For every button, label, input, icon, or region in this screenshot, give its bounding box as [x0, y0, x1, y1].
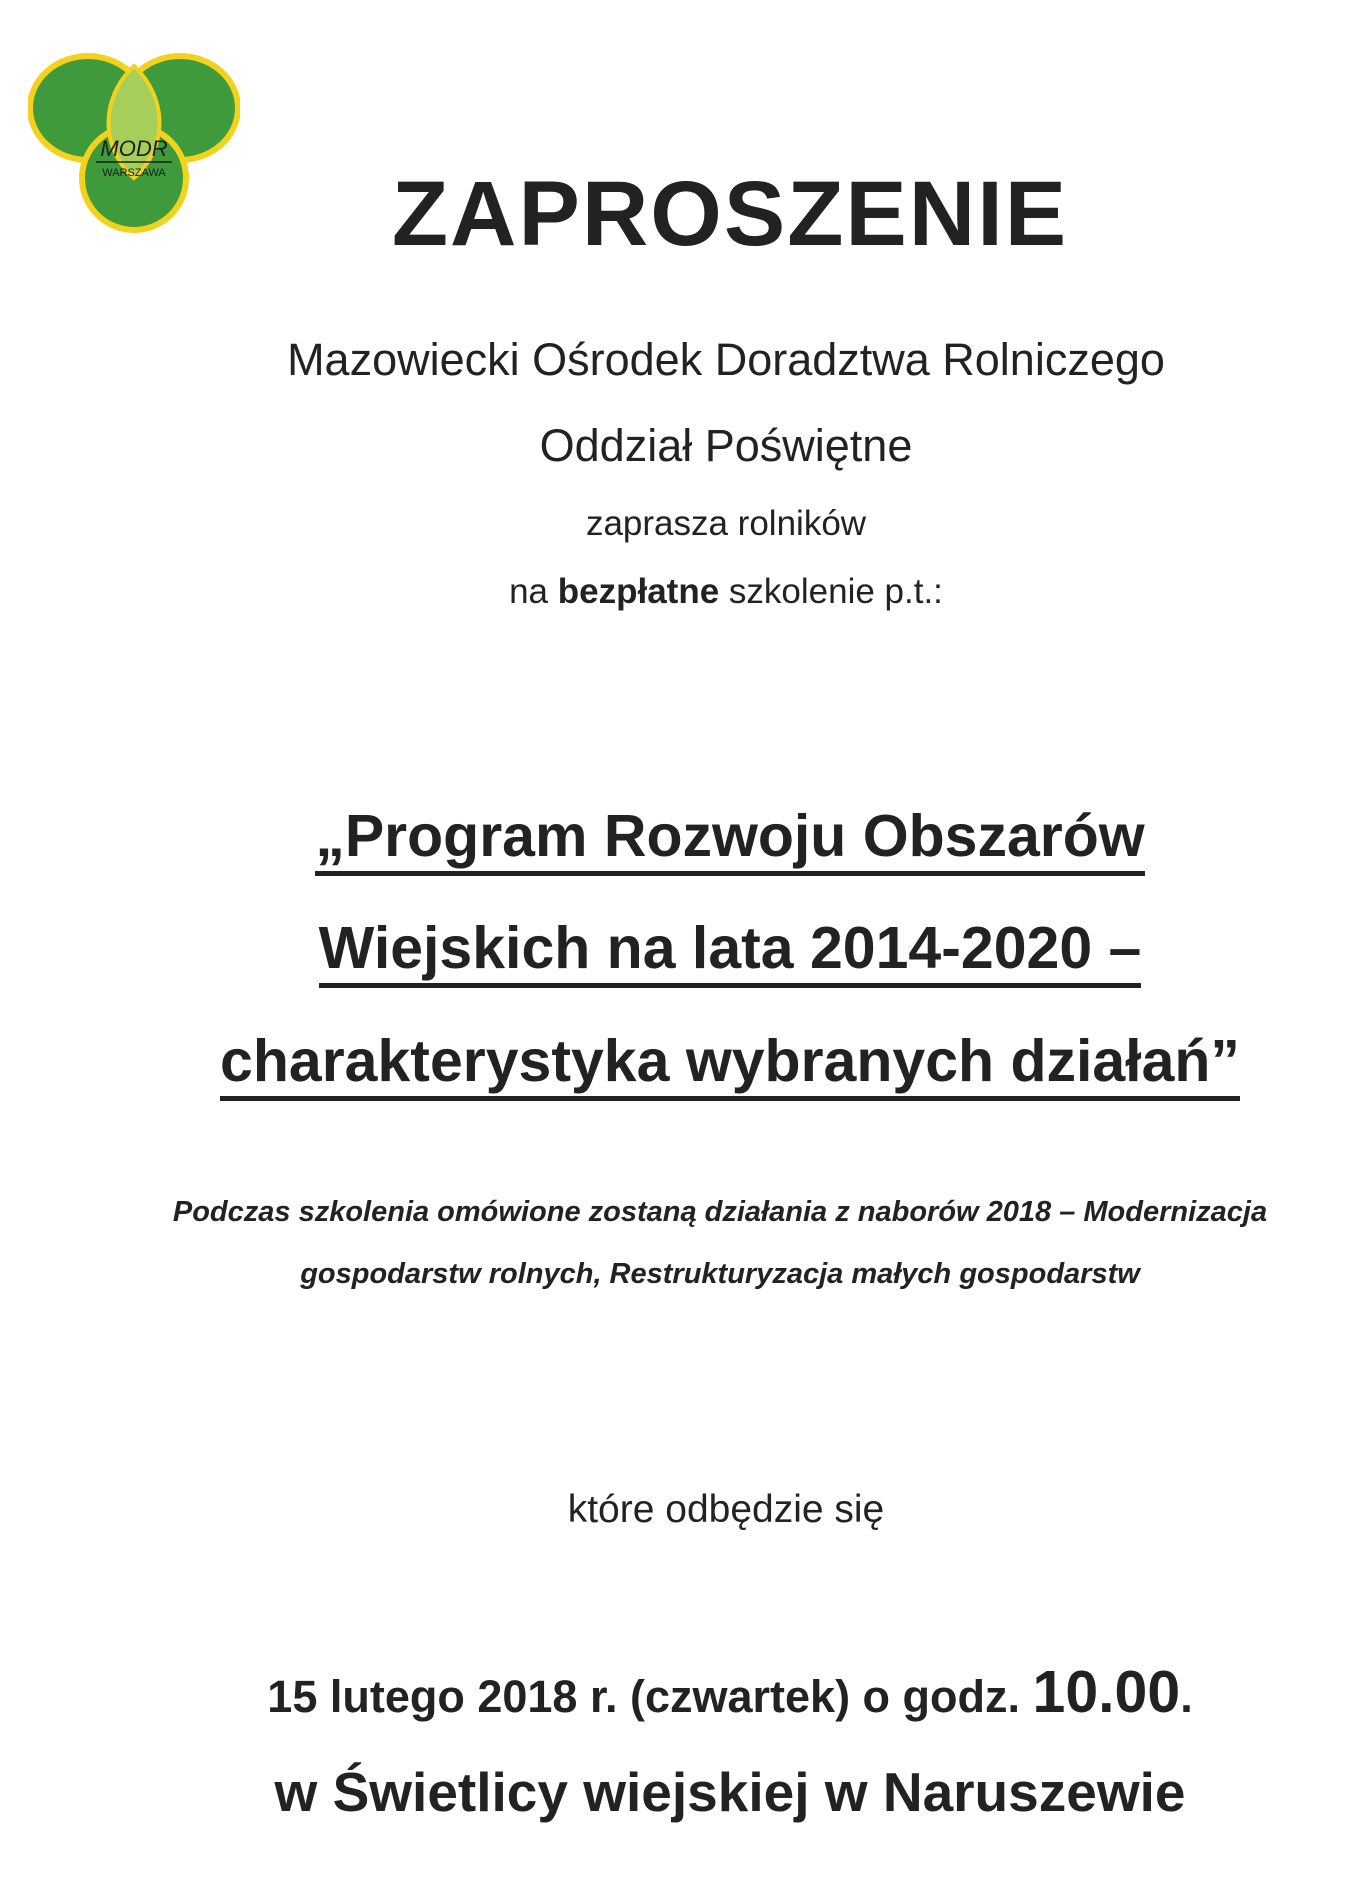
logo-subtext: WARSZAWA — [102, 167, 166, 179]
training-free: bezpłatne — [557, 572, 720, 611]
description-line-1: Podczas szkolenia omówione zostaną działania z naborów 2018 – Modernizacja — [172, 1196, 1268, 1228]
event-date — [80, 1658, 1372, 1726]
event-time: 10.00 — [1032, 1659, 1181, 1725]
page-title: ZAPROSZENIE — [391, 163, 1069, 265]
event-date-end: . — [1180, 1671, 1193, 1722]
description-line-2: gospodarstw rolnych, Restrukturyzacja małych gospodarstw — [300, 1258, 1140, 1290]
logo-text: MODR — [100, 136, 168, 161]
invites-text: zaprasza rolników — [585, 504, 867, 543]
training-suffix: szkolenie p.t.: — [719, 572, 943, 611]
event-date-text: 15 lutego 2018 r. (czwartek) o godz. — [267, 1671, 1033, 1722]
program-title-line-2: Wiejskich na lata 2014-2020 – — [140, 914, 1320, 982]
held-text: które odbędzie się — [567, 1488, 885, 1531]
organizer-branch: Oddział Poświętne — [539, 420, 913, 471]
program-title-line-1: „Program Rozwoju Obszarów — [140, 802, 1320, 870]
training-prefix: na — [509, 572, 558, 611]
event-place: w Świetlicy wiejskiej w Naruszewie — [274, 1761, 1186, 1823]
training-line — [40, 572, 1372, 612]
program-title-line-3: charakterystyka wybranych działań” — [140, 1027, 1320, 1095]
organizer-name: Mazowiecki Ośrodek Doradztwa Rolniczego — [287, 334, 1165, 385]
